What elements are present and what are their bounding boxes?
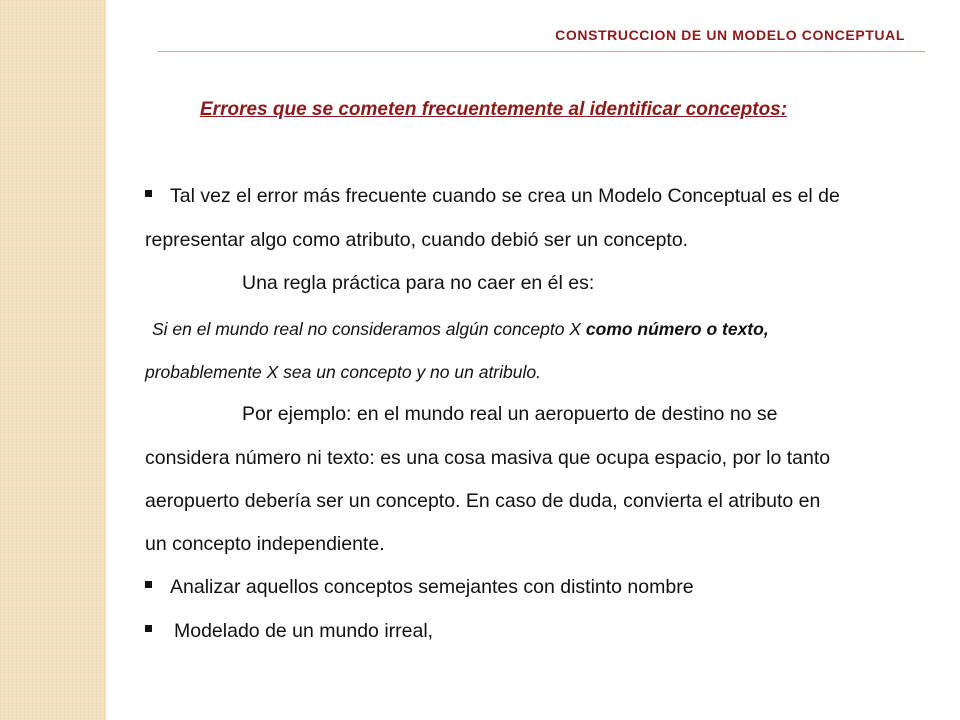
rule-intro: Una regla práctica para no caer en él es: (242, 272, 595, 294)
example-line-4: un concepto independiente. (145, 533, 385, 555)
bullet-1-text-line1: Tal vez el error más frecuente cuando se crea un Modelo Conceptual es el de (170, 185, 840, 207)
square-bullet-icon (145, 625, 152, 632)
rule-text-italic: Si en el mundo real no consideramos algún concepto X (152, 319, 586, 339)
bullet-1-text-line2: representar algo como atributo, cuando debió ser un concepto. (145, 229, 689, 251)
square-bullet-icon (145, 581, 152, 588)
square-bullet-icon (145, 190, 152, 197)
bullet-item-1 (145, 185, 840, 208)
example-line-3: aeropuerto debería ser un concepto. En caso de duda, convierta el atributo en (145, 490, 821, 512)
header-divider (158, 51, 925, 52)
bullet-2-text: Analizar aquellos conceptos semejantes con distinto nombre (170, 576, 694, 598)
decorative-side-strip (0, 0, 106, 720)
bullet-3-text: Modelado de un mundo irreal, (174, 620, 434, 642)
example-line-1: Por ejemplo: en el mundo real un aeropuerto de destino no se (242, 403, 778, 425)
rule-text-bold: como número o texto, (585, 319, 769, 339)
rule-statement-line1 (152, 318, 769, 341)
example-line-2: considera número ni texto: es una cosa masiva que ocupa espacio, por lo tanto (145, 447, 831, 469)
slide-header-title: CONSTRUCCION DE UN MODELO CONCEPTUAL (555, 27, 905, 43)
bullet-item-2 (145, 576, 694, 599)
rule-statement-line2: probablemente X sea un concepto y no un atribulo. (145, 362, 541, 382)
slide-heading: Errores que se cometen frecuentemente al identificar conceptos: (200, 99, 788, 120)
bullet-item-3 (145, 620, 433, 643)
